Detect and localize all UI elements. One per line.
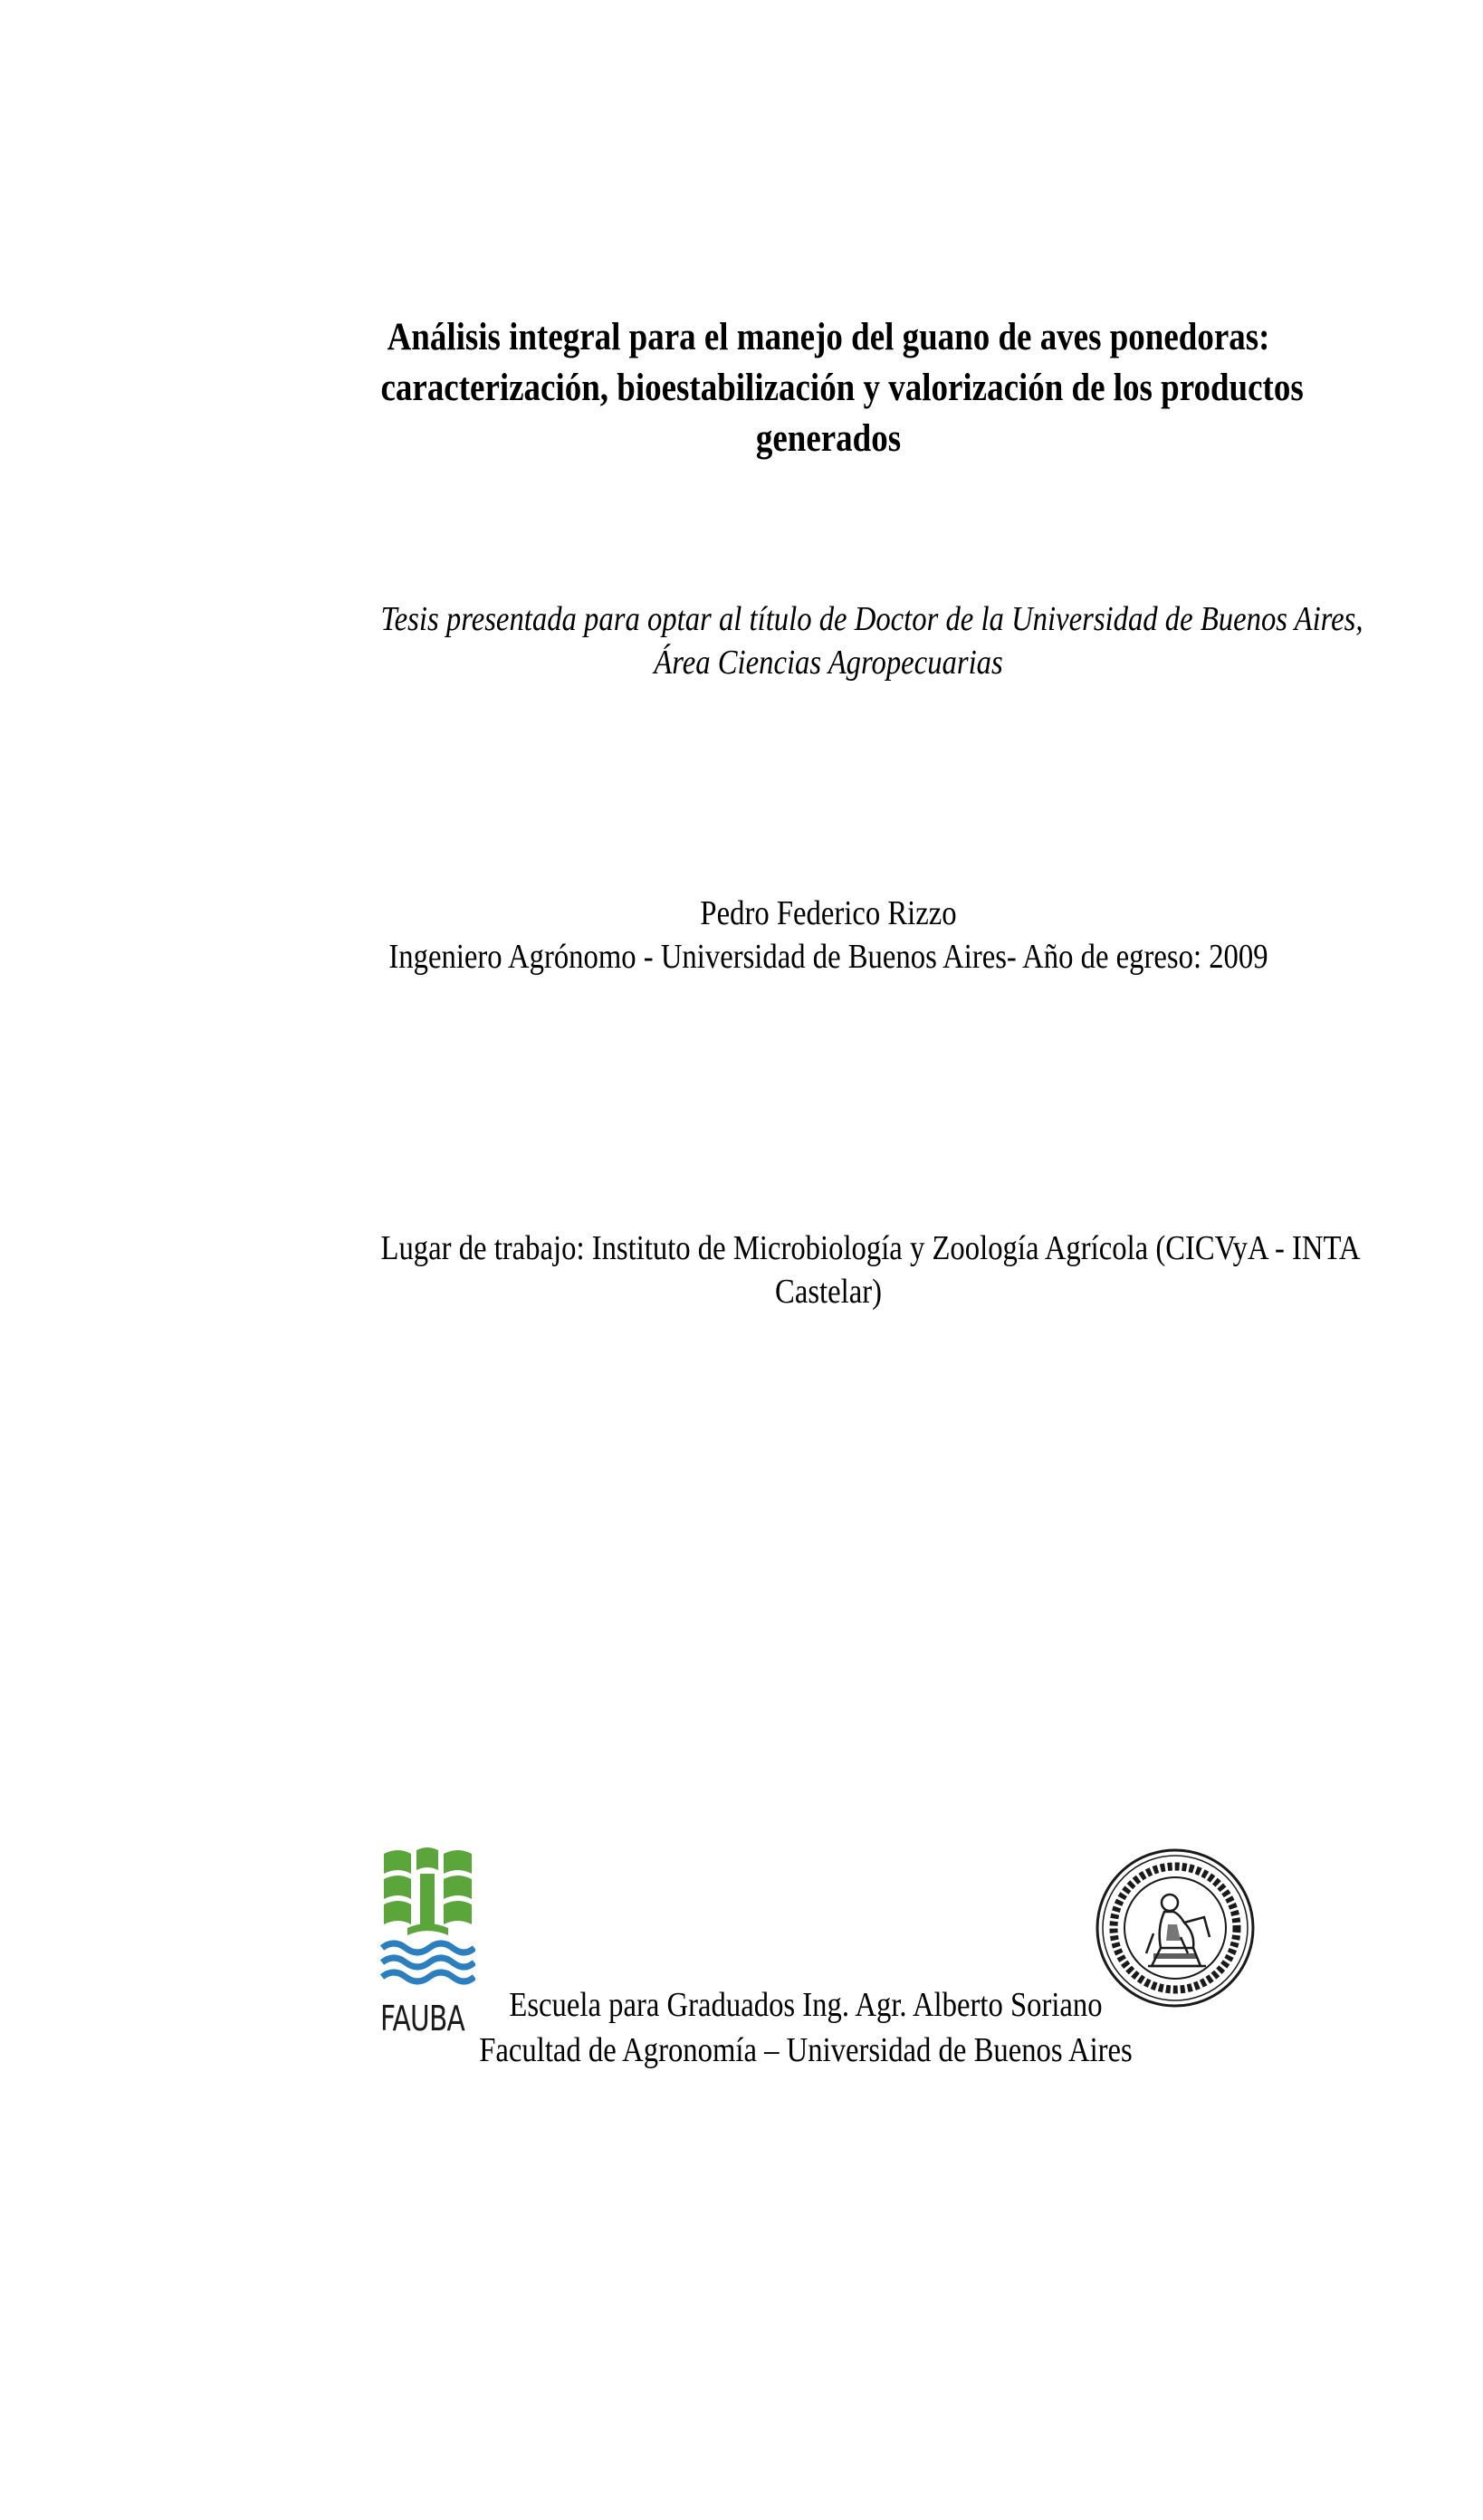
- footer-block: [479, 1982, 1133, 2073]
- author-name: Pedro Federico Rizzo: [700, 894, 957, 932]
- workplace-line-1: Lugar de trabajo: Instituto de Microbiología y Zoología Agrícola (CICVyA - INTA: [380, 1229, 1361, 1267]
- fauba-wordmark: FAUBA: [380, 1999, 465, 2038]
- workplace-block: [380, 1227, 1361, 1313]
- fauba-emblem-icon: [380, 1847, 475, 1991]
- author-block: [381, 892, 1277, 978]
- thesis-title: [380, 312, 1304, 464]
- title-line-1: Análisis integral para el manejo del guano de aves ponedoras:: [387, 316, 1270, 358]
- fauba-logo: [380, 1847, 475, 2041]
- title-line-2: caracterización, bioestabilización y valorización de los productos: [380, 367, 1304, 409]
- title-line-3: generados: [755, 417, 902, 460]
- workplace-line-2: Castelar): [775, 1273, 882, 1311]
- thesis-subtitle: [380, 597, 1363, 684]
- author-degree: Ingeniero Agrónomo - Universidad de Buenos Aires- Año de egreso: 2009: [388, 938, 1268, 976]
- footer-faculty: Facultad de Agronomía – Universidad de Buenos Aires: [479, 2031, 1133, 2069]
- footer-school: Escuela para Graduados Ing. Agr. Alberto Soriano: [509, 1986, 1103, 2024]
- subtitle-line-2: Área Ciencias Agropecuarias: [654, 644, 1003, 682]
- subtitle-line-1: Tesis presentada para optar al título de Doctor de la Universidad de Buenos Aires,: [380, 600, 1363, 638]
